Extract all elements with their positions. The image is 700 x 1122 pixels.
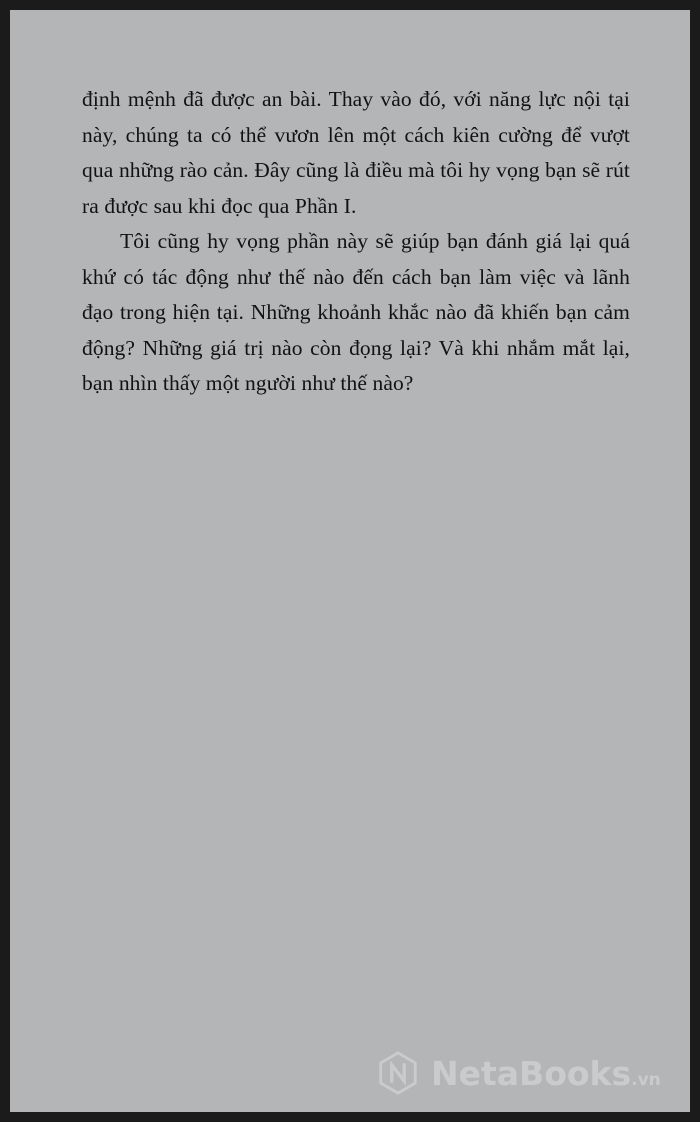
paragraph-2: Tôi cũng hy vọng phần này sẽ giúp bạn đánh giá lại quá khứ có tác động như thế nào đến cách bạn làm việc và lãnh đạo trong hiện tại. Những khoảnh khắc nào đã khiến bạn cảm động? Những giá trị nào còn đọng lại? Và khi nhắm mắt lại, bạn nhìn thấy một người như thế nào? [82, 229, 630, 395]
watermark-brand-name: NetaBooks [431, 1053, 632, 1093]
watermark [375, 1050, 661, 1096]
hexagon-n-logo-icon [375, 1050, 421, 1096]
watermark-brand [431, 1053, 661, 1093]
page-text-body [82, 82, 630, 402]
book-page [10, 10, 690, 1112]
paragraph-1: định mệnh đã được an bài. Thay vào đó, với năng lực nội tại này, chúng ta có thể vươn lên một cách kiên cường để vượt qua những rào cản. Đây cũng là điều mà tôi hy vọng bạn sẽ rút ra được sau khi đọc qua Phần I. [82, 87, 630, 218]
watermark-brand-suffix: .vn [631, 1069, 661, 1090]
